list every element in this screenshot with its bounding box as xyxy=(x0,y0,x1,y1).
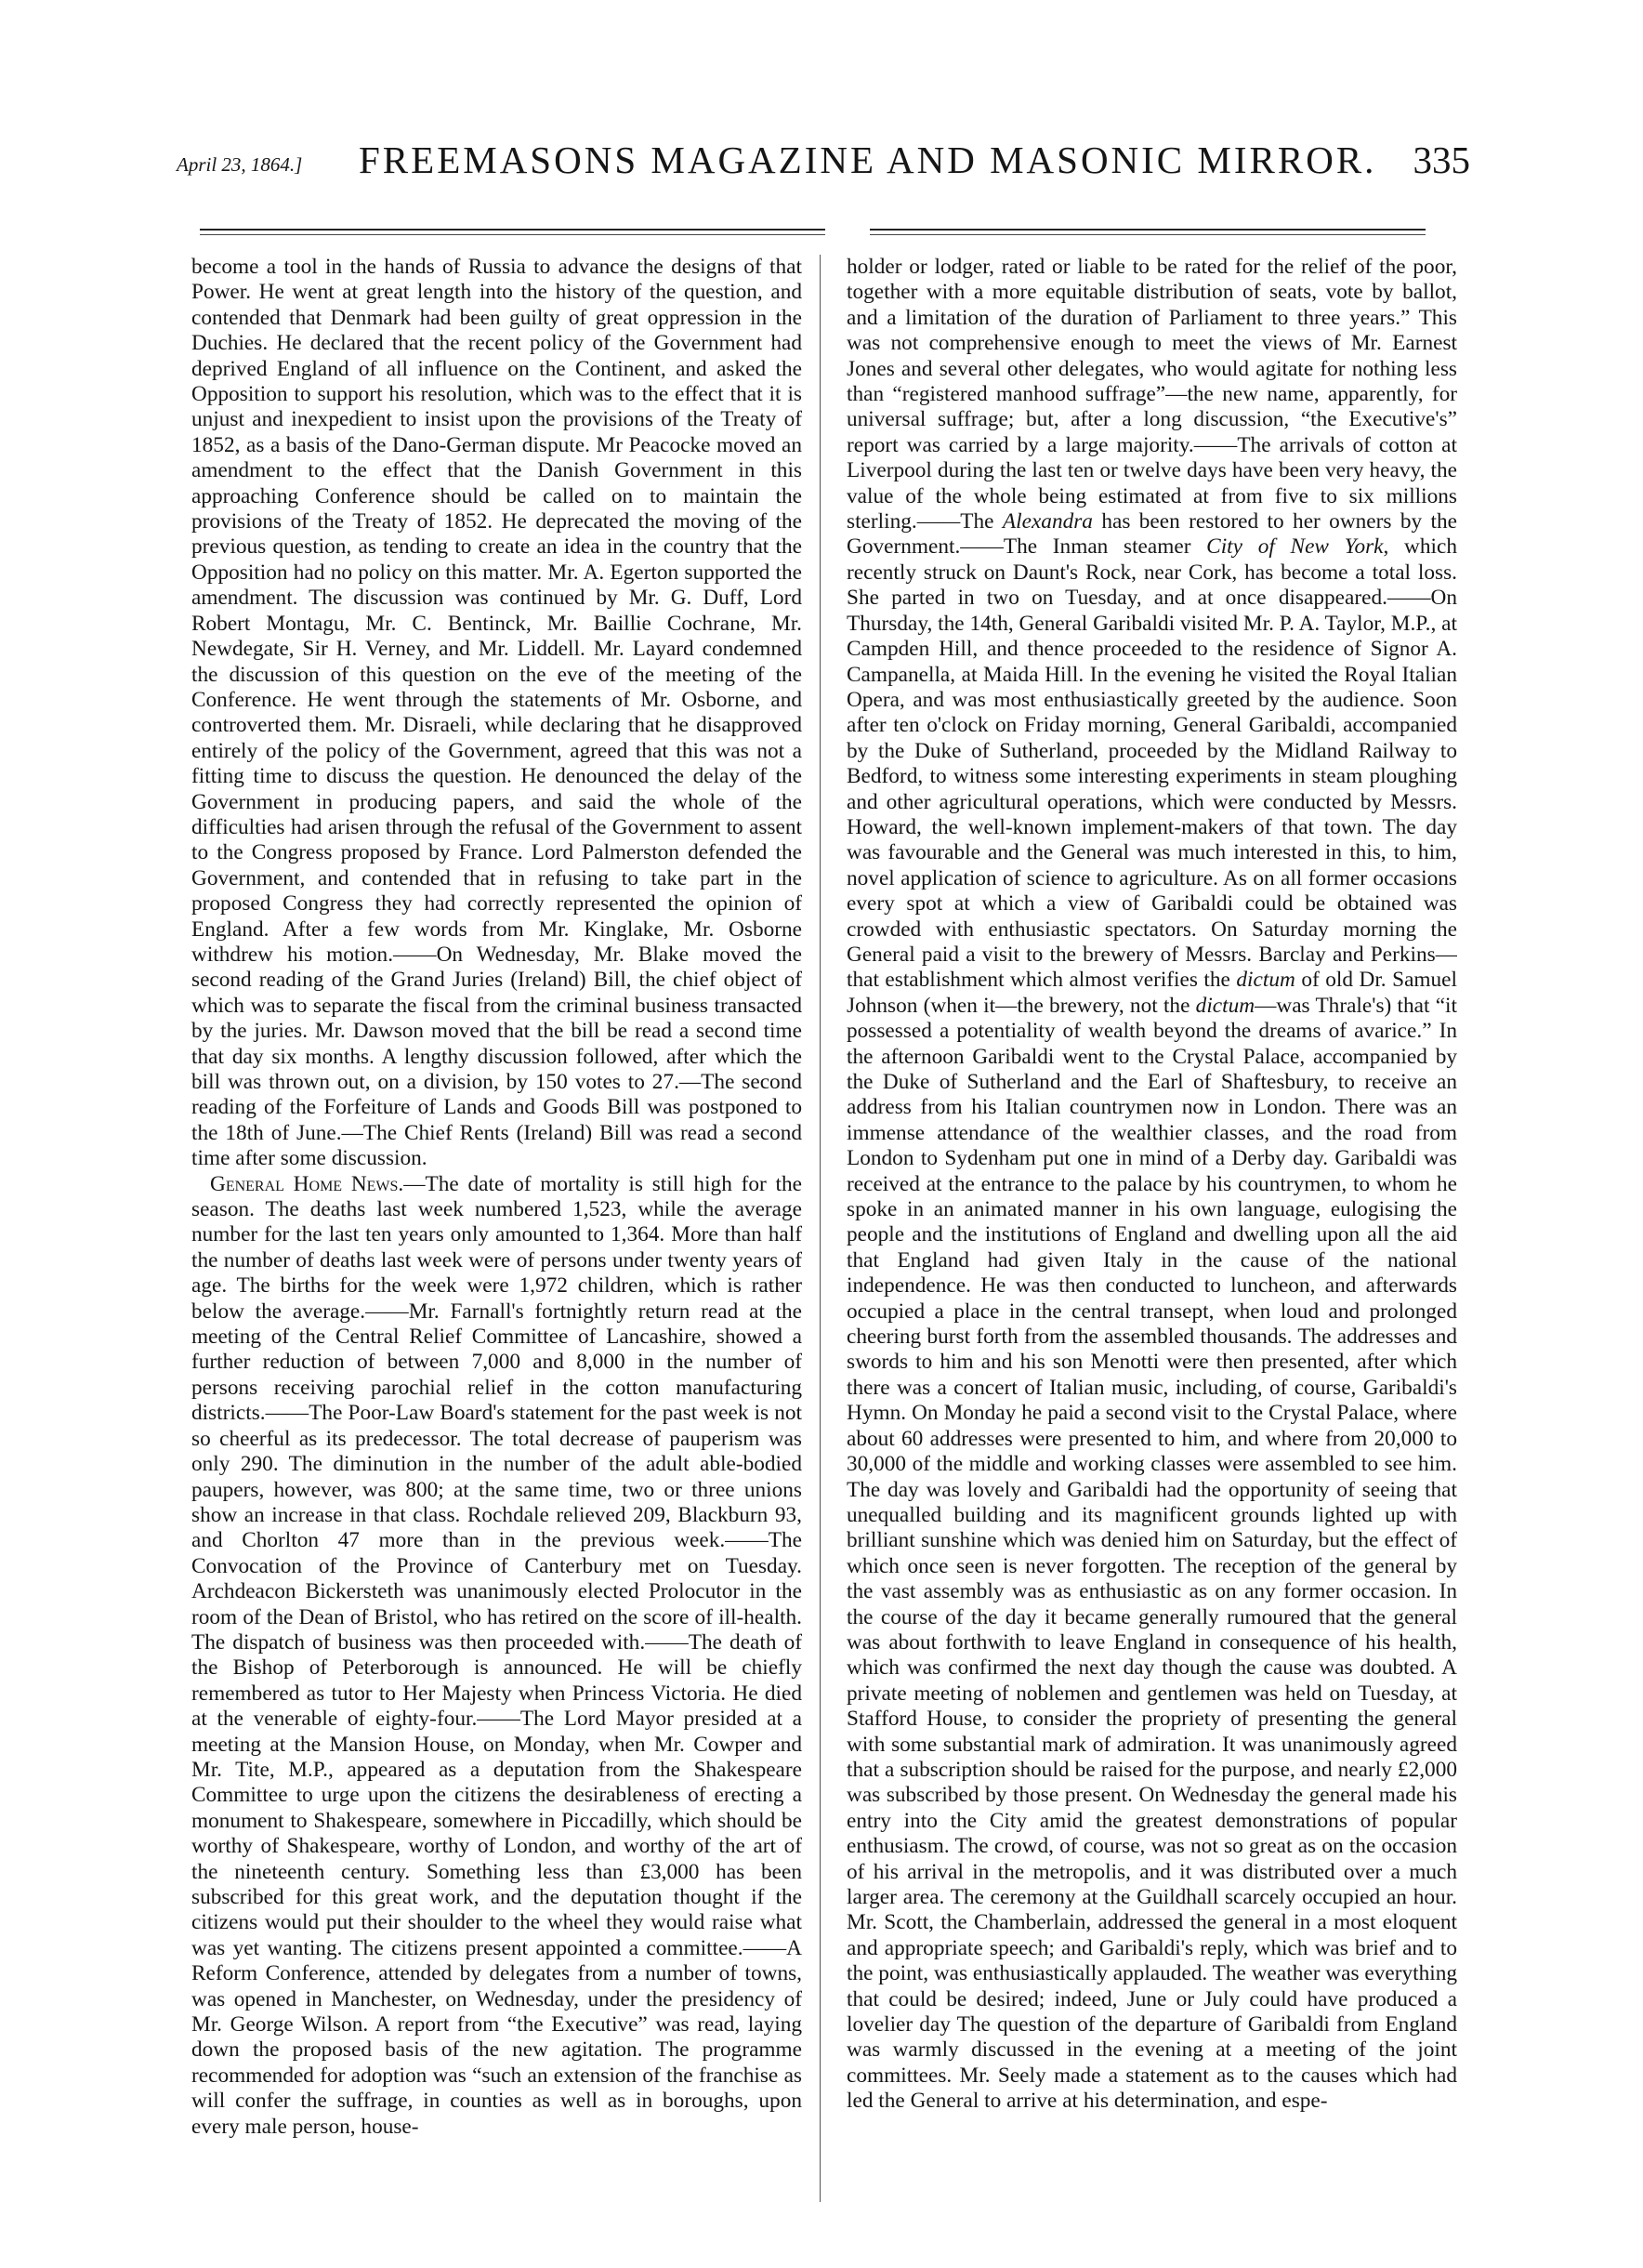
header-rule-right-thin xyxy=(870,234,1426,235)
article-text: —The date of mortality is still high for the season. The deaths last week numbered 1,523, while the average number for the last ten years only amounted to 1,364. More than half the number of deaths last week were of persons under twenty years of age. The births for the week were 1,972 children, which is rather below the average.——Mr. Farnall's fortnightly return read at the meeting of the Central Relief Committee of Lancashire, showed a further reduction of between 7,000 and 8,000 in the number of persons receiving parochial relief in the cotton manufacturing districts.——The Poor-Law Board's statement for the past week is not so cheerful as its predecessor. The total decrease of pauperism was only 290. The diminution in the number of the adult able-bodied paupers, however, was 800; at the same time, two or three unions show an increase in that class. Rochdale relieved 209, Blackburn 93, and Chorlton 47 more than in the previous week.——The Convocation of the Province of Canterbury met on Tuesday. Archdeacon Bickersteth was unanimously elected Prolocutor in the room of the Dean of Bristol, who has retired on the score of ill-health. The dispatch of business was then proceeded with.——The death of the Bishop of Peterborough is announced. He will be chiefly remembered as tutor to Her Majesty when Princess Victoria. He died at the venerable of eighty-four.——The Lord Mayor presided at a meeting at the Mansion House, on Monday, when Mr. Cowper and Mr. Tite, M.P., appeared as a deputation from the Shakespeare Committee to urge upon the citizens the desirableness of erecting a monument to Shakespeare, somewhere in Piccadilly, which should be worthy of Shakespeare, worthy of London, and worthy of the art of the nineteenth century. Something less than £3,000 has been subscribed for this great work, and the deputation thought if the citizens would put their shoulder to the wheel they would raise what was yet wanting. The citizens present appointed a committee.——A Reform Conference, attended by delegates from a number of towns, was opened in Manchester, on Wednesday, under the presidency of Mr. George Wilson. A report from “the Executive” was read, laying down the proposed basis of the new agitation. The programme recommended for adoption was “such an extension of the franchise as will confer the suffrage, in counties as well as in boroughs, upon every male person, house- xyxy=(191,1171,802,2139)
issue-date: April 23, 1864.] xyxy=(177,153,303,176)
masthead xyxy=(177,136,1470,182)
article-paragraph xyxy=(191,255,802,1172)
article-text: holder or lodger, rated or liable to be rated for the relief of the poor, together with a more equitable distribution of seats, vote by ballot, and a limitation of the duration of Parliament to three years.” This was not comprehensive enough to meet the views of Mr. Earnest Jones and several other delegates, who would agitate for nothing less than “registered manhood suffrage”—the new name, apparently, for universal suffrage; but, after a long discussion, “the Executive's” report was carried by a large majority.——The arrivals of cotton at Liverpool during the last ten or twelve days have been very heavy, the value of the whole being estimated at from five to six millions sterling.——The xyxy=(847,255,1457,534)
magazine-title: FREEMASONS MAGAZINE AND MASONIC MIRROR. xyxy=(359,138,1377,181)
left-column xyxy=(191,255,802,2216)
column-divider xyxy=(820,255,821,2202)
article-paragraph xyxy=(847,255,1457,2115)
italic-text: dictum xyxy=(1236,968,1295,993)
article-text: —was Thrale's) that “it possessed a potentiality of wealth beyond the dreams of avarice.” In the afternoon Garibaldi went to the Crystal Palace, accompanied by the Duke of Sutherland and the Earl of Shaftesbury, to receive an address from his Italian countrymen now in London. There was an immense attendance of the wealthier classes, and the road from London to Sydenham put one in mind of a Derby day. Garibaldi was received at the entrance to the palace by his countrymen, to whom he spoke in an animated manner in his own language, eulogising the people and the institutions of England and dwelling upon all the aid that England had given Italy in the cause of the national independence. He was then conducted to luncheon, and afterwards occupied a place in the central transept, when loud and prolonged cheering burst forth from the assembled thousands. The addresses and swords to him and his son Menotti were then presented, after which there was a concert of Italian music, including, of course, Garibaldi's Hymn. On Monday he paid a second visit to the Crystal Palace, where about 60 addresses were presented to him, and where from 20,000 to 30,000 of the middle and working classes were assembled to see him. The day was lovely and Garibaldi had the opportunity of seeing that unequalled building and its magnificent grounds lighted up with brilliant sunshine which was denied him on Saturday, but the effect of which once seen is never forgotten. The reception of the general by the vast assembly was as enthusiastic as on any former occasion. In the course of the day it became generally rumoured that the general was about forthwith to leave England in consequence of his health, which was confirmed the next day though the cause was doubted. A private meeting of noblemen and gentlemen was held on Tuesday, at Stafford House, to consider the propriety of presenting the general with some substantial mark of admiration. It was unanimously agreed that a subscription should be raised for the purpose, and nearly £2,000 was subscribed by those present. On Wednesday the general made his entry into the City amid the greatest demonstrations of popular enthusiasm. The crowd, of course, was not so great as on the occasion of his arrival in the metropolis, and it was distributed over a much larger area. The ceremony at the Guildhall scarcely occupied an hour. Mr. Scott, the Chamberlain, addressed the general in a most eloquent and appropriate speech; and Garibaldi's reply, which was brief and to the point, was enthusiastically applauded. The weather was everything that could be desired; indeed, June or July could have produced a lovelier day The question of the departure of Garibaldi from England was warmly discussed in the evening at a meeting of the joint committees. Mr. Seely made a statement as to the causes which had led the General to arrive at his determination, and espe- xyxy=(847,993,1457,2114)
header-rule-right xyxy=(870,229,1426,231)
italic-text: dictum xyxy=(1195,993,1255,1018)
article-text: become a tool in the hands of Russia to advance the designs of that Power. He went at great length into the history of the question, and contended that Denmark had been guilty of great oppression in the Duchies. He declared that the recent policy of the Government had deprived England of all influence on the Continent, and asked the Opposition to support his resolution, which was to the effect that it is unjust and inexpedient to insist upon the provisions of the Treaty of 1852, as a basis of the Dano-German dispute. Mr Peacocke moved an amendment to the effect that the Danish Government in this approaching Conference should be called on to maintain the provisions of the Treaty of 1852. He deprecated the moving of the previous question, as tending to create an idea in the country that the Opposition had no policy on this matter. Mr. A. Egerton supported the amendment. The discussion was continued by Mr. G. Duff, Lord Robert Montagu, Mr. C. Bentinck, Mr. Baillie Cochrane, Mr. Newdegate, Sir H. Verney, and Mr. Liddell. Mr. Layard condemned the discussion of this question on the eve of the meeting of the Conference. He went through the statements of Mr. Osborne, and controverted them. Mr. Disraeli, while declaring that he disapproved entirely of the policy of the Government, agreed that this was not a fitting time to discuss the question. He denounced the delay of the Government in producing papers, and said the whole of the difficulties had arisen through the refusal of the Government to assent to the Congress proposed by France. Lord Palmerston defended the Government, and contended that in refusing to take part in the proposed Congress they had correctly represented the opinion of England. After a few words from Mr. Kinglake, Mr. Osborne withdrew his motion.——On Wednesday, Mr. Blake moved the second reading of the Grand Juries (Ireland) Bill, the chief object of which was to separate the fiscal from the criminal business transacted by the juries. Mr. Dawson moved that the bill be read a second time that day six months. A lengthy discussion followed, after which the bill was thrown out, on a division, by 150 votes to 27.—The second reading of the Forfeiture of Lands and Goods Bill was postponed to the 18th of June.—The Chief Rents (Ireland) Bill was read a second time after some discussion. xyxy=(191,255,802,1171)
header-rule-left-thin xyxy=(200,234,825,235)
article-text: , which recently struck on Daunt's Rock, near Cork, has become a total loss. She parted in two on Tuesday, and at once disappeared.——On Thursday, the 14th, General Garibaldi visited Mr. P. A. Taylor, M.P., at Campden Hill, and thence proceeded to the residence of Signor A. Campanella, at Maida Hill. In the evening he visited the Royal Italian Opera, and was most enthusiastically greeted by the audience. Soon after ten o'clock on Friday morning, General Garibaldi, accompanied by the Duke of Sutherland, proceeded by the Midland Railway to Bedford, to witness some interesting experiments in steam ploughing and other agricultural operations, which were conducted by Messrs. Howard, the well-known implement-makers of that town. The day was favourable and the General was much interested in this, to him, novel application of science to agriculture. As on all former occasions every spot at which a view of Garibaldi could be obtained was crowded with enthusiastic spectators. On Saturday morning the General paid a visit to the brewery of Messrs. Barclay and Perkins—that establishment which almost verifies the xyxy=(847,534,1457,993)
article-text: of old Dr. Samuel Johnson (when it—the brewery, not the xyxy=(847,968,1457,1018)
page-number: 335 xyxy=(1413,138,1470,181)
italic-text: Alexandra xyxy=(1002,509,1093,534)
italic-text: City of New York xyxy=(1206,534,1384,560)
section-heading: General Home News. xyxy=(210,1171,404,1196)
header-rule-left xyxy=(200,229,825,231)
article-paragraph xyxy=(191,1172,802,2140)
article-text: has been restored to her owners by the Government.——The Inman steamer xyxy=(847,509,1457,560)
right-column xyxy=(847,255,1457,2216)
